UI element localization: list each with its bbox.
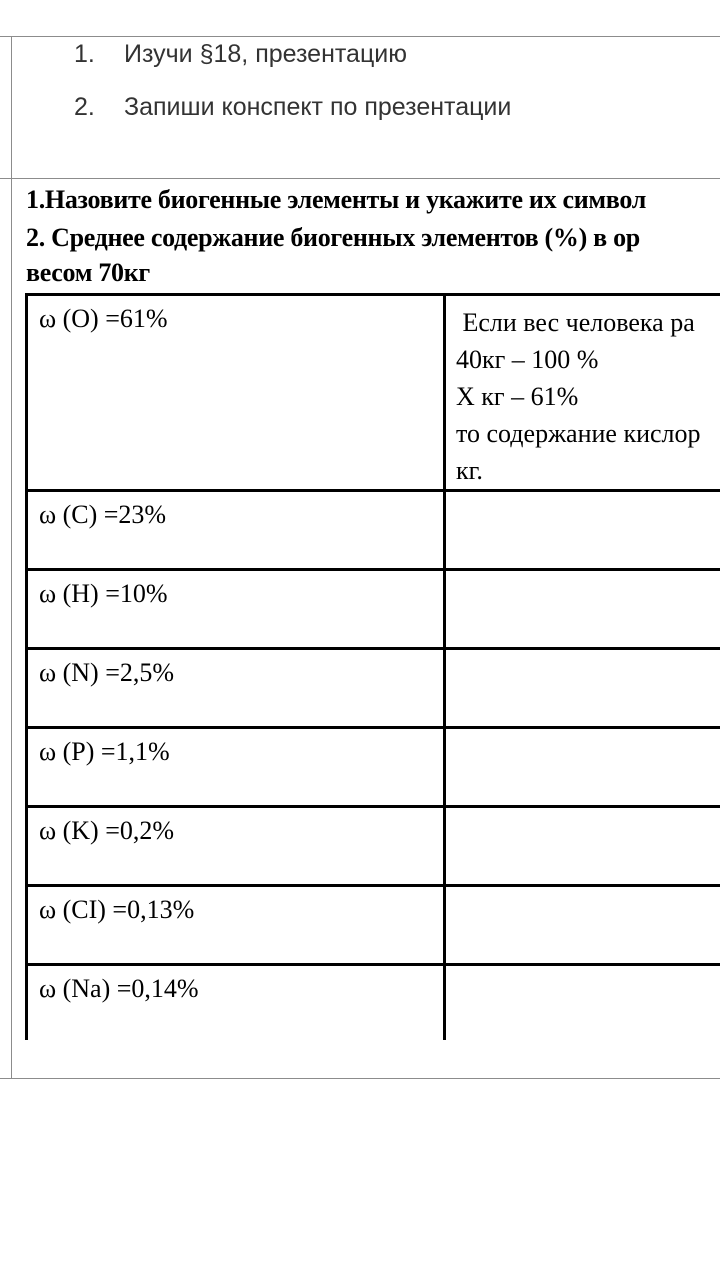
element-cell: ω (CI) =0,13% [27, 886, 445, 965]
task-text: Изучи §18, презентацию [124, 40, 407, 68]
element-cell: ω (H) =10% [27, 570, 445, 649]
element-cell: ω (C) =23% [27, 491, 445, 570]
middle-divider [0, 178, 720, 179]
empty-cell [445, 649, 720, 728]
table-row [27, 886, 720, 965]
elements-table [25, 293, 720, 1040]
calc-line: кг. [456, 456, 483, 485]
empty-cell [445, 491, 720, 570]
table-row [27, 807, 720, 886]
top-divider [0, 36, 720, 37]
calculation-cell [445, 295, 720, 491]
calc-line: 40кг – 100 % [456, 345, 599, 374]
task-text: Запиши конспект по презентации [124, 93, 512, 121]
table-row [27, 570, 720, 649]
question-2-continued: весом 70кг [26, 258, 150, 287]
question-1: 1.Назовите биогенные элементы и укажите их символ [26, 185, 647, 214]
task-item-1 [74, 40, 407, 69]
element-cell: ω (K) =0,2% [27, 807, 445, 886]
task-number: 2. [74, 93, 95, 121]
empty-cell [445, 570, 720, 649]
question-2: 2. Среднее содержание биогенных элементов (%) в ор [26, 223, 640, 252]
bottom-divider [0, 1078, 720, 1079]
element-cell: ω (N) =2,5% [27, 649, 445, 728]
task-number: 1. [74, 40, 95, 68]
table-row [27, 965, 720, 1041]
element-cell: ω (P) =1,1% [27, 728, 445, 807]
element-cell: ω (O) =61% [27, 295, 445, 491]
empty-cell [445, 807, 720, 886]
table-row [27, 491, 720, 570]
empty-cell [445, 728, 720, 807]
calc-line: Если вес человека ра [456, 308, 695, 337]
table-row [27, 295, 720, 491]
table-row [27, 728, 720, 807]
left-border [11, 36, 12, 1079]
task-item-2 [74, 93, 511, 122]
empty-cell [445, 965, 720, 1041]
calc-line: то содержание кислор [456, 419, 701, 448]
element-cell: ω (Na) =0,14% [27, 965, 445, 1041]
calc-line: Х кг – 61% [456, 382, 579, 411]
empty-cell [445, 886, 720, 965]
table-row [27, 649, 720, 728]
